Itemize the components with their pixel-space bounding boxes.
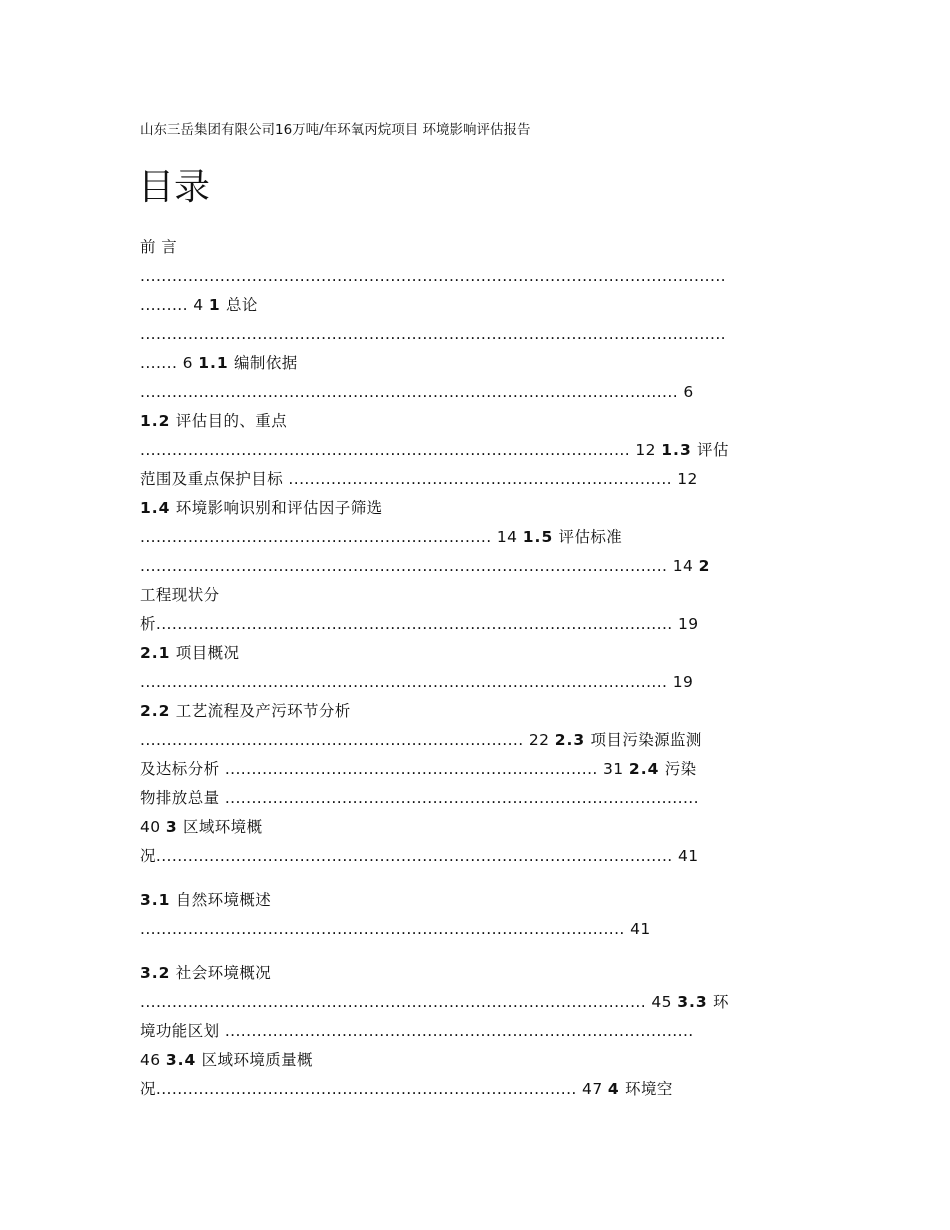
toc-text: 总论 xyxy=(220,296,258,314)
toc-section-number: 1.4 xyxy=(140,499,171,517)
toc-line xyxy=(140,988,820,1017)
toc-line xyxy=(140,697,820,726)
toc-text: 污染 xyxy=(659,760,697,778)
document-header: 山东三岳集团有限公司16万吨/年环氧丙烷项目 环境影响评估报告 xyxy=(140,122,531,138)
toc-text: 工艺流程及产污环节分析 xyxy=(170,702,351,720)
toc-line xyxy=(140,465,820,494)
toc-text: ................................................................................................... 19 xyxy=(140,673,694,691)
toc-text: 物排放总量 ......................................................................................... xyxy=(140,789,699,807)
toc-line xyxy=(140,494,820,523)
toc-text: 自然环境概述 xyxy=(170,891,272,909)
toc-text: 评估标准 xyxy=(553,528,623,546)
toc-text: ......... 4 xyxy=(140,296,209,314)
toc-text: 编制依据 xyxy=(228,354,298,372)
toc-text: 况............................................................................... 47 xyxy=(140,1080,608,1098)
toc-section-number: 3.2 xyxy=(140,964,171,982)
toc-section-number: 1.1 xyxy=(198,354,229,372)
toc-line xyxy=(140,1046,820,1075)
toc-text: 况................................................................................................. 41 xyxy=(140,847,699,865)
toc-section-number: 2 xyxy=(698,557,711,575)
toc-text: 及达标分析 ...................................................................... 31 xyxy=(140,760,629,778)
toc-line xyxy=(140,610,820,639)
toc-text: 区域环境质量概 xyxy=(196,1051,313,1069)
toc-text: 项目污染源监测 xyxy=(585,731,702,749)
toc-section-number: 1.5 xyxy=(522,528,554,546)
toc-line xyxy=(140,262,820,291)
table-of-contents xyxy=(140,233,820,1104)
toc-section-number: 2.2 xyxy=(140,702,171,720)
toc-section-number: 2.4 xyxy=(628,760,660,778)
toc-text: ....... 6 xyxy=(140,354,199,372)
toc-line xyxy=(140,755,820,784)
toc-text: 40 xyxy=(140,818,166,836)
toc-text: ........................................................................ 22 xyxy=(140,731,555,749)
toc-line xyxy=(140,523,820,552)
toc-text: ............................................................................................ 12 xyxy=(140,441,662,459)
toc-section-number: 2.3 xyxy=(554,731,586,749)
toc-section-number: 3.1 xyxy=(140,891,171,909)
toc-line xyxy=(140,552,820,581)
toc-line xyxy=(140,436,820,465)
toc-section-number: 1 xyxy=(208,296,221,314)
toc-line xyxy=(140,1017,820,1046)
toc-text: 区域环境概 xyxy=(177,818,263,836)
toc-section-number: 4 xyxy=(607,1080,620,1098)
toc-text: 工程现状分 xyxy=(140,586,220,604)
toc-line xyxy=(140,1075,820,1104)
toc-text: 评估目的、重点 xyxy=(170,412,288,430)
toc-line xyxy=(140,407,820,436)
toc-text: 范围及重点保护目标 ........................................................................ 12 xyxy=(140,470,698,488)
toc-spacer xyxy=(140,871,820,886)
toc-line xyxy=(140,378,820,407)
toc-text: 环境空 xyxy=(619,1080,673,1098)
toc-text: .............................................................................................................. xyxy=(140,325,726,343)
toc-text: 境功能区划 ........................................................................................ xyxy=(140,1022,694,1040)
toc-text: .................................................................. 14 xyxy=(140,528,523,546)
toc-section-number: 2.1 xyxy=(140,644,171,662)
toc-text: ..................................................................................................... 6 xyxy=(140,383,694,401)
toc-line xyxy=(140,639,820,668)
toc-line xyxy=(140,886,820,915)
toc-text: 项目概况 xyxy=(170,644,240,662)
toc-text: 前 言 xyxy=(140,238,178,256)
toc-section-number: 3 xyxy=(165,818,178,836)
toc-text: 社会环境概况 xyxy=(170,964,272,982)
toc-text: ................................................................................................... 14 xyxy=(140,557,699,575)
toc-line xyxy=(140,784,820,813)
toc-spacer xyxy=(140,944,820,959)
toc-line xyxy=(140,668,820,697)
toc-text: 析................................................................................................. 19 xyxy=(140,615,699,633)
toc-section-number: 1.2 xyxy=(140,412,171,430)
toc-line xyxy=(140,813,820,842)
toc-text: 环境影响识别和评估因子筛选 xyxy=(170,499,383,517)
toc-text: 46 xyxy=(140,1051,166,1069)
toc-line xyxy=(140,959,820,988)
page-title: 目录 xyxy=(138,167,211,208)
toc-line xyxy=(140,349,820,378)
toc-line xyxy=(140,915,820,944)
toc-line xyxy=(140,291,820,320)
toc-section-number: 3.4 xyxy=(165,1051,197,1069)
toc-text: ............................................................................................... 45 xyxy=(140,993,678,1011)
toc-line xyxy=(140,233,820,262)
toc-text: 环 xyxy=(707,993,729,1011)
toc-line xyxy=(140,581,820,610)
toc-section-number: 3.3 xyxy=(677,993,708,1011)
toc-line xyxy=(140,842,820,871)
toc-text: 评估 xyxy=(691,441,729,459)
toc-text: .............................................................................................................. xyxy=(140,267,726,285)
toc-line xyxy=(140,726,820,755)
toc-text: ........................................................................................... 41 xyxy=(140,920,651,938)
toc-line xyxy=(140,320,820,349)
toc-section-number: 1.3 xyxy=(661,441,692,459)
